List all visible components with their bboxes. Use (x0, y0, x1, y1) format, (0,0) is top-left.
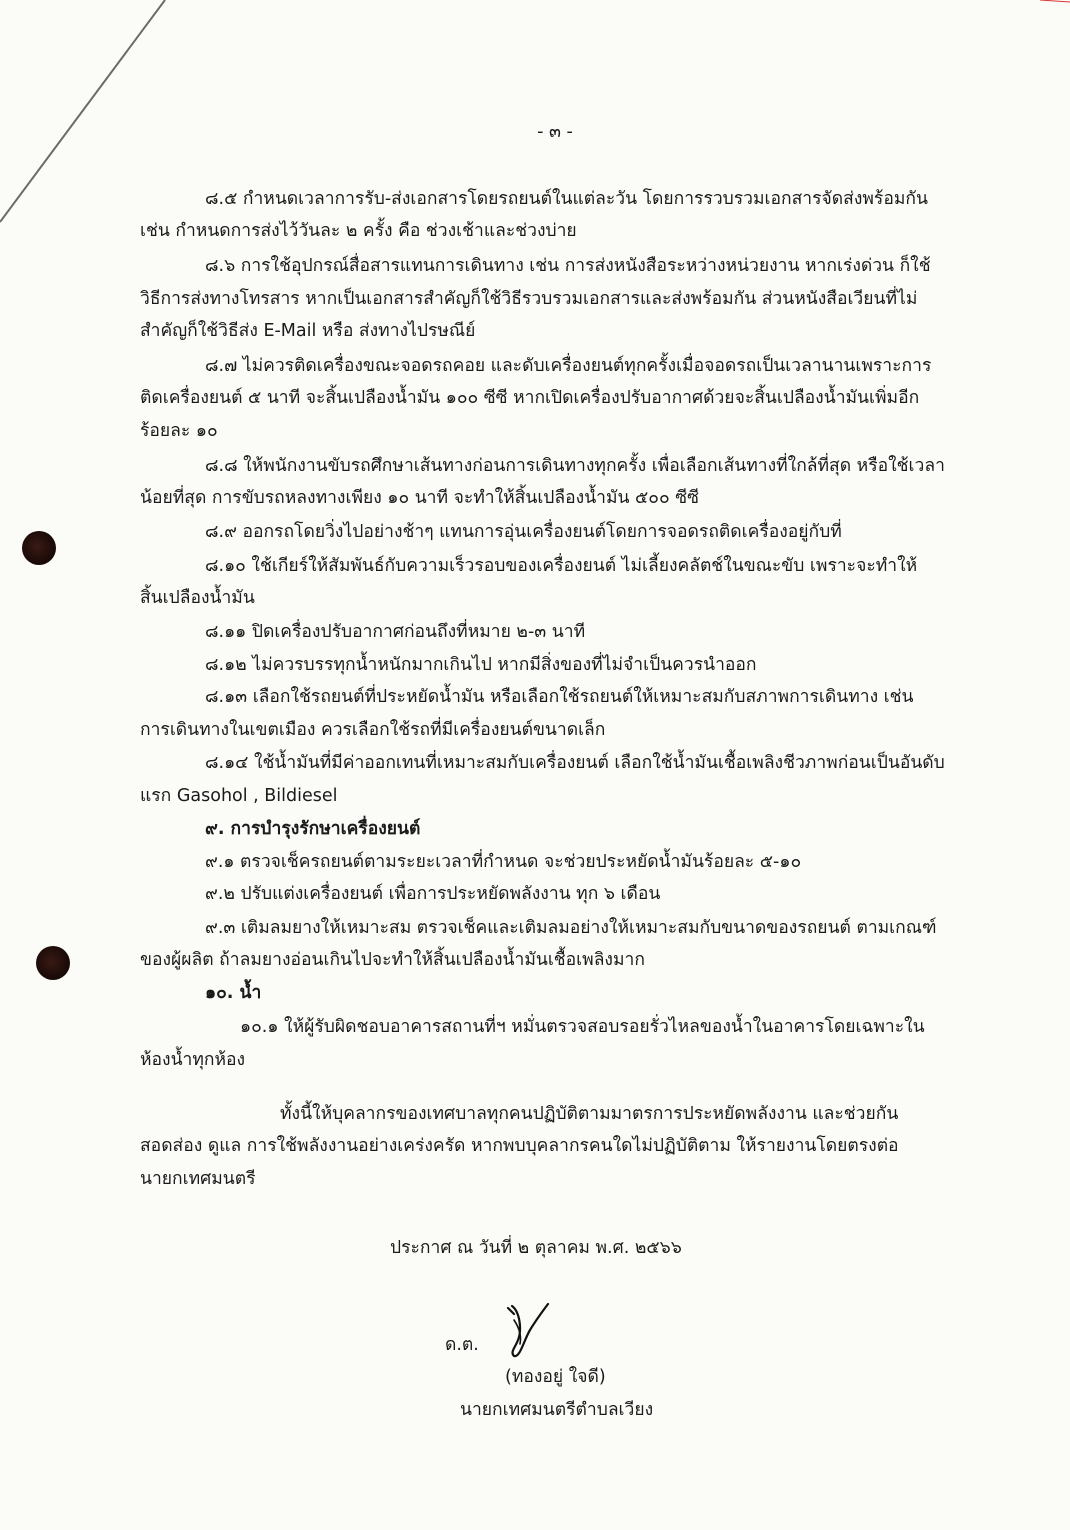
item-9-3-line-1: ๙.๓ เติมลมยางให้เหมาะสม ตรวจเช็คและเติมลมอย่างให้เหมาะสมกับขนาดของรถยนต์ ตามเกณฑ์ (205, 918, 937, 938)
item-8-6-line-2: วิธีการส่งทางโทรสาร หากเป็นเอกสารสำคัญก็ใช้วิธีรวบรวมเอกสารและส่งพร้อมกัน ส่วนหนังสือเวียนที่ไม่ (140, 289, 918, 309)
item-8-6-line-1: ๘.๖ การใช้อุปกรณ์สื่อสารแทนการเดินทาง เช่น การส่งหนังสือระหว่างหน่วยงาน หากเร่งด่วน ก็ใช้ (205, 256, 931, 276)
announcement-date: ประกาศ ณ วันที่ ๒ ตุลาคม พ.ศ. ๒๕๖๖ (390, 1238, 682, 1258)
closing-line-2: สอดส่อง ดูแล การใช้พลังงานอย่างเคร่งครัด หากพบบุคลากรคนใดไม่ปฏิบัติตาม ให้รายงานโดยตรงต่อ (140, 1136, 899, 1156)
section-10-heading: ๑๐. น้ำ (205, 983, 262, 1003)
item-8-7-line-3: ร้อยละ ๑๐ (140, 421, 218, 441)
item-8-12: ๘.๑๒ ไม่ควรบรรทุกน้ำหนักมากเกินไป หากมีสิ่งของที่ไม่จำเป็นควรนำออก (205, 655, 757, 675)
item-8-6-line-3: สำคัญก็ใช้วิธีส่ง E-Mail หรือ ส่งทางไปรษณีย์ (140, 321, 476, 341)
item-8-8-line-1: ๘.๘ ให้พนักงานขับรถศึกษาเส้นทางก่อนการเดินทางทุกครั้ง เพื่อเลือกเส้นทางที่ใกล้ที่สุด หรือใช้เวลา (205, 456, 945, 476)
item-8-14-line-1: ๘.๑๔ ใช้น้ำมันที่มีค่าออกเทนที่เหมาะสมกับเครื่องยนต์ เลือกใช้น้ำมันเชื้อเพลิงชีวภาพก่อนเป็นอันดับ (205, 753, 945, 773)
item-8-13-line-2: การเดินทางในเขตเมือง ควรเลือกใช้รถที่มีเครื่องยนต์ขนาดเล็ก (140, 720, 606, 740)
closing-line-3: นายกเทศมนตรี (140, 1169, 256, 1189)
item-8-8-line-2: น้อยที่สุด การขับรถหลงทางเพียง ๑๐ นาที จะทำให้สิ้นเปลืองน้ำมัน ๕๐๐ ซีซี (140, 488, 699, 508)
item-8-11: ๘.๑๑ ปิดเครื่องปรับอากาศก่อนถึงที่หมาย ๒-๓ นาที (205, 622, 586, 642)
item-8-7-line-2: ติดเครื่องยนต์ ๕ นาที จะสิ้นเปลืองน้ำมัน ๑๐๐ ซีซี หากเปิดเครื่องปรับอากาศด้วยจะสิ้นเปลืองน้ำมันเพิ่มอีก (140, 388, 920, 408)
signature-prefix: ด.ต. (445, 1335, 479, 1355)
signatory-title: นายกเทศมนตรีตำบลเวียง (460, 1400, 654, 1420)
punch-hole-top (22, 531, 56, 565)
item-8-7-line-1: ๘.๗ ไม่ควรติดเครื่องขณะจอดรถคอย และดับเครื่องยนต์ทุกครั้งเมื่อจอดรถเป็นเวลานานเพราะการ (205, 356, 932, 376)
item-9-2: ๙.๒ ปรับแต่งเครื่องยนต์ เพื่อการประหยัดพลังงาน ทุก ๖ เดือน (205, 884, 661, 904)
section-9-heading: ๙. การบำรุงรักษาเครื่องยนต์ (205, 819, 421, 839)
signatory-name: (ทองอยู่ ใจดี) (505, 1367, 606, 1387)
item-10-1-line-1: ๑๐.๑ ให้ผู้รับผิดชอบอาคารสถานที่ฯ หมั่นตรวจสอบรอยรั่วไหลของน้ำในอาคารโดยเฉพาะใน (240, 1017, 925, 1037)
item-9-1: ๙.๑ ตรวจเช็ครถยนต์ตามระยะเวลาที่กำหนด จะช่วยประหยัดน้ำมันร้อยละ ๕-๑๐ (205, 852, 802, 872)
item-8-9: ๘.๙ ออกรถโดยวิ่งไปอย่างช้าๆ แทนการอุ่นเครื่องยนต์โดยการจอดรถติดเครื่องอยู่กับที่ (205, 522, 842, 542)
page-number: - ๓ - (537, 122, 573, 142)
item-10-1-line-2: ห้องน้ำทุกห้อง (140, 1050, 246, 1070)
item-9-3-line-2: ของผู้ผลิต ถ้าลมยางอ่อนเกินไปจะทำให้สิ้นเปลืองน้ำมันเชื้อเพลิงมาก (140, 950, 645, 970)
item-8-14-line-2: แรก Gasohol , Bildiesel (140, 786, 338, 806)
item-8-10-line-1: ๘.๑๐ ใช้เกียร์ให้สัมพันธ์กับความเร็วรอบของเครื่องยนต์ ไม่เลี้ยงคลัตช์ในขณะขับ เพราะจะทำให้ (205, 556, 918, 576)
punch-hole-bottom (36, 946, 70, 980)
item-8-10-line-2: สิ้นเปลืองน้ำมัน (140, 588, 255, 608)
handwritten-signature (500, 1300, 560, 1360)
item-8-5-line-2: เช่น กำหนดการส่งไว้วันละ ๒ ครั้ง คือ ช่วงเช้าและช่วงบ่าย (140, 221, 577, 241)
item-8-13-line-1: ๘.๑๓ เลือกใช้รถยนต์ที่ประหยัดน้ำมัน หรือเลือกใช้รถยนต์ให้เหมาะสมกับสภาพการเดินทาง เช่น (205, 687, 914, 707)
item-8-5-line-1: ๘.๕ กำหนดเวลาการรับ-ส่งเอกสารโดยรถยนต์ในแต่ละวัน โดยการรวบรวมเอกสารจัดส่งพร้อมกัน (205, 189, 928, 209)
closing-line-1: ทั้งนี้ให้บุคลากรของเทศบาลทุกคนปฏิบัติตามมาตรการประหยัดพลังงาน และช่วยกัน (280, 1104, 899, 1124)
